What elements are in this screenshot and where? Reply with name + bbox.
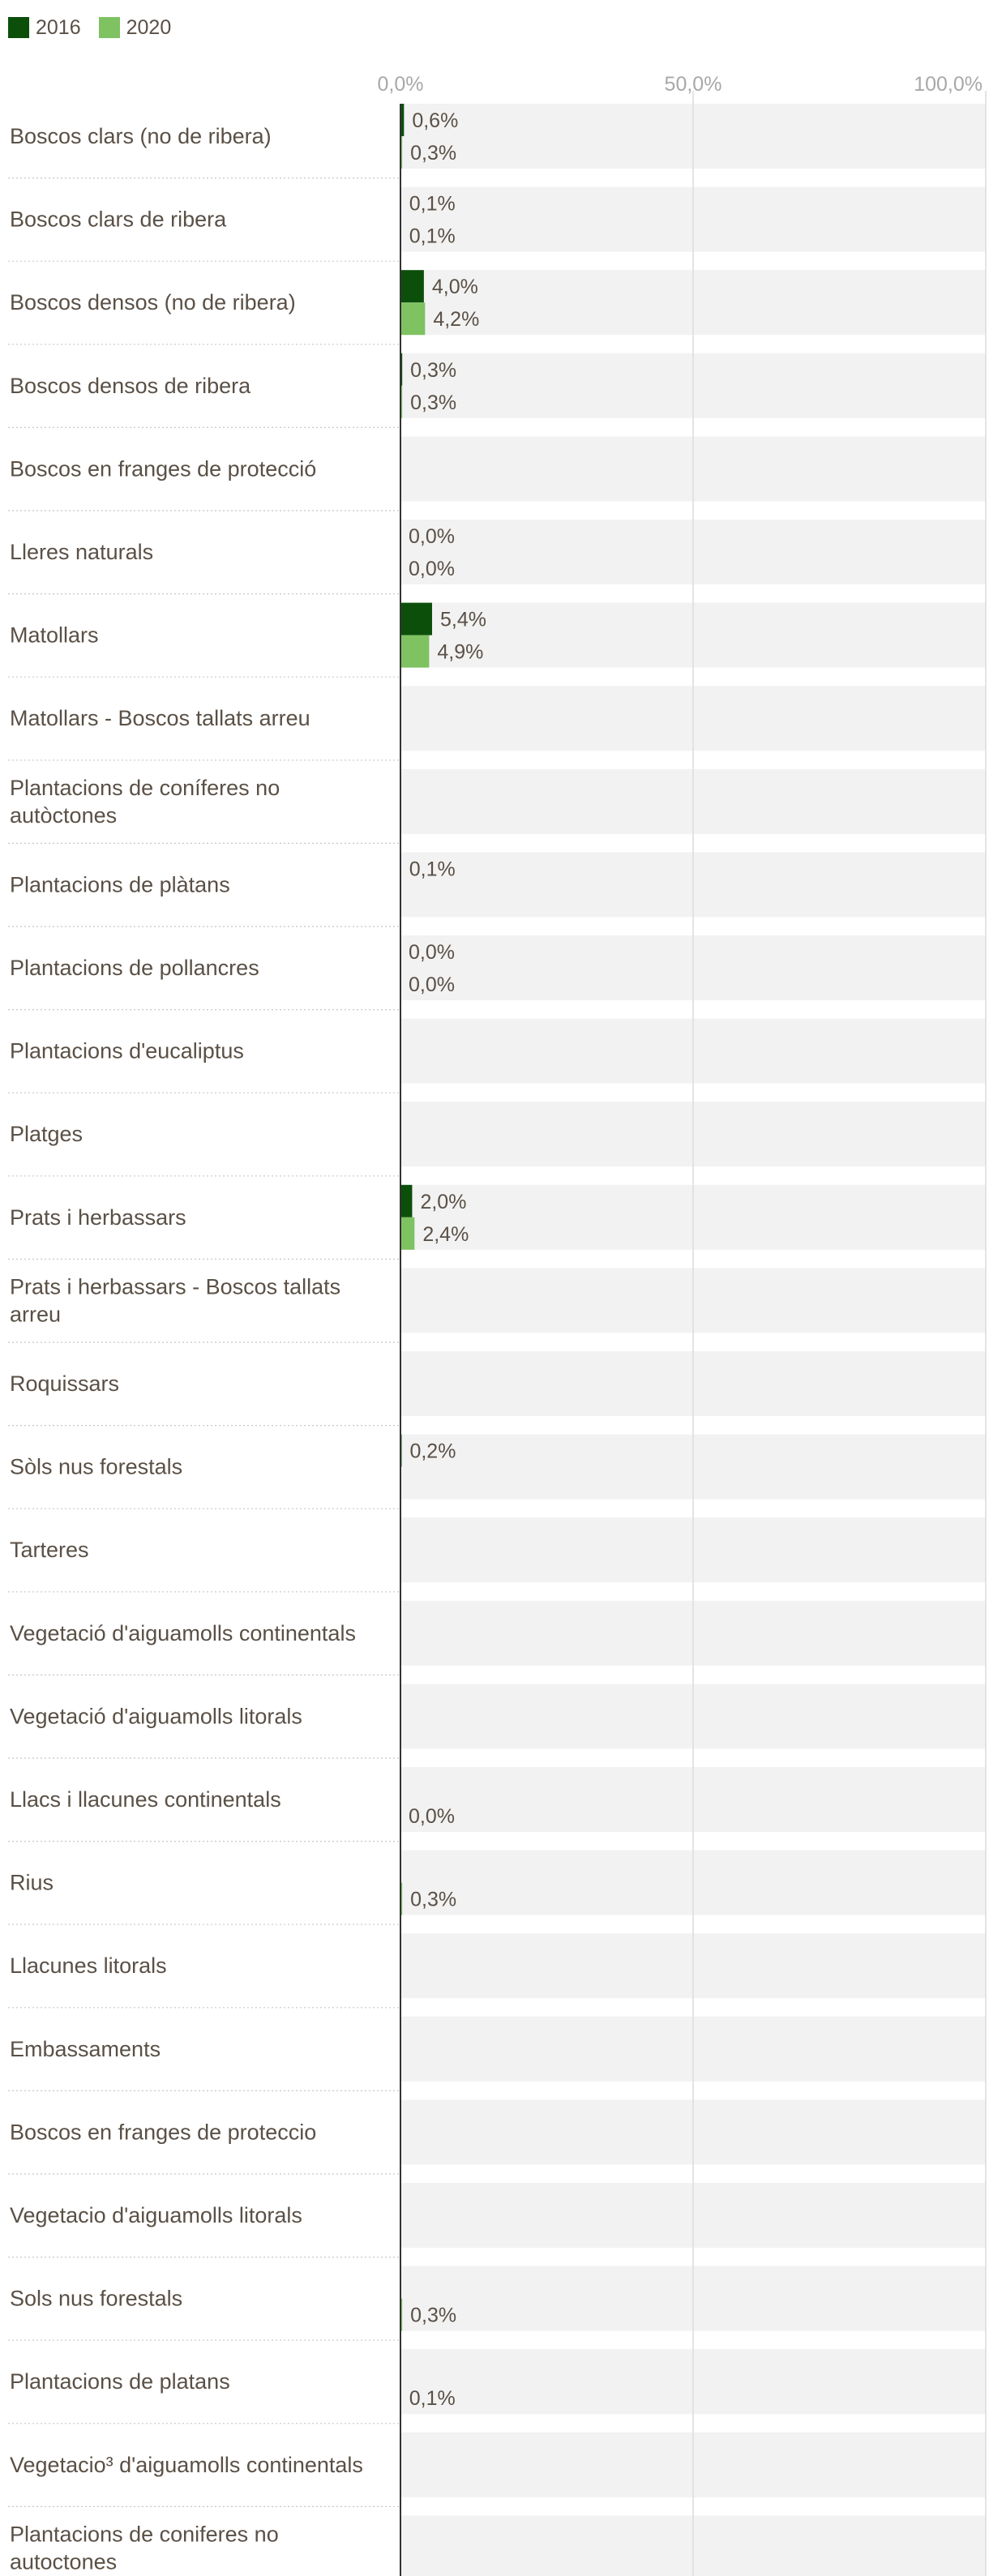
data-label-2020: 0,0% <box>409 558 455 580</box>
data-label-2020: 0,3% <box>410 391 457 414</box>
category-label-line: Plantacions de coniferes no <box>10 2522 279 2547</box>
data-label-2020: 4,2% <box>433 308 480 332</box>
category-label: Boscos en franges de proteccio <box>10 2120 317 2145</box>
legend-label-2020: 2020 <box>126 15 172 39</box>
bar-2016 <box>400 1185 412 1217</box>
category-label: Sòls nus forestals <box>10 1454 183 1479</box>
x-tick-label: 0,0% <box>377 73 424 96</box>
category-label: Roquissars <box>10 1371 120 1396</box>
category-label-line: autòctones <box>10 802 118 828</box>
data-label-2020: 0,3% <box>410 1888 457 1911</box>
data-label-2016: 0,1% <box>409 192 456 216</box>
x-tick-label: 50,0% <box>664 73 722 96</box>
category-label: Boscos clars de ribera <box>10 207 227 232</box>
data-label-2016: 4,0% <box>431 276 478 299</box>
category-label: Plantacions de platans <box>10 2369 230 2394</box>
bar-2016 <box>400 603 432 635</box>
data-label-2016: 0,2% <box>409 1440 456 1463</box>
category-label: Plantacions de pollancres <box>10 956 259 980</box>
category-label: Boscos densos de ribera <box>10 373 251 398</box>
category-label: Matollars <box>10 623 99 648</box>
category-label: Plantacions de plàtans <box>10 872 230 897</box>
data-label-2020: 0,1% <box>409 2387 456 2411</box>
category-label-line: Plantacions de coníferes no <box>10 775 280 800</box>
data-label-2020: 0,0% <box>409 1805 455 1828</box>
data-label-2020: 4,9% <box>437 640 484 664</box>
category-label: Lleres naturals <box>10 540 154 564</box>
category-label: Boscos en franges de protecció <box>10 456 317 481</box>
category-label: Vegetació d'aiguamolls litorals <box>10 1704 302 1729</box>
bar-2020 <box>400 635 429 668</box>
data-label-2016: 0,1% <box>409 858 456 881</box>
data-label-2016: 2,0% <box>420 1190 467 1213</box>
category-label <box>10 2522 279 2574</box>
data-label-2020: 0,0% <box>409 973 455 996</box>
category-label: Plantacions d'eucaliptus <box>10 1038 244 1063</box>
data-label-2016: 0,0% <box>409 525 455 548</box>
category-label: Platges <box>10 1122 83 1147</box>
category-label <box>10 776 280 828</box>
data-label-2020: 0,1% <box>409 225 456 248</box>
category-label: Prats i herbassars <box>10 1205 186 1230</box>
category-label: Embassaments <box>10 2036 161 2061</box>
data-label-2016: 5,4% <box>439 608 486 631</box>
data-label-2016: 0,3% <box>410 358 457 382</box>
bar-2020 <box>400 1217 414 1250</box>
category-label: Matollars - Boscos tallats arreu <box>10 706 310 731</box>
category-label: Tarteres <box>10 1538 89 1563</box>
category-label-line: Prats i herbassars - Boscos tallats <box>10 1274 341 1299</box>
legend-label-2016: 2016 <box>36 15 81 39</box>
bar-2020 <box>400 302 425 335</box>
category-label: Llacs i llacunes continentals <box>10 1787 281 1812</box>
category-label-line: autoctones <box>10 2549 118 2574</box>
bar-2016 <box>400 270 424 302</box>
category-label: Boscos densos (no de ribera) <box>10 290 296 315</box>
category-label: Rius <box>10 1870 54 1895</box>
category-label: Sols nus forestals <box>10 2286 183 2311</box>
data-label-2016: 0,6% <box>412 109 459 132</box>
data-label-2020: 0,3% <box>410 2304 457 2327</box>
x-tick-label: 100,0% <box>914 73 983 96</box>
category-label: Vegetacio d'aiguamolls litorals <box>10 2203 302 2227</box>
category-label: Boscos clars (no de ribera) <box>10 124 272 148</box>
data-label-2020: 2,4% <box>422 1222 469 1246</box>
data-label-2020: 0,3% <box>410 142 457 165</box>
category-label <box>10 1274 340 1326</box>
category-label-line: arreu <box>10 1302 62 1327</box>
category-label: Vegetacio³ d'aiguamolls continentals <box>10 2452 363 2477</box>
category-label: Vegetació d'aiguamolls continentals <box>10 1620 356 1645</box>
data-label-2016: 0,0% <box>409 941 455 964</box>
category-label: Llacunes litorals <box>10 1953 167 1979</box>
